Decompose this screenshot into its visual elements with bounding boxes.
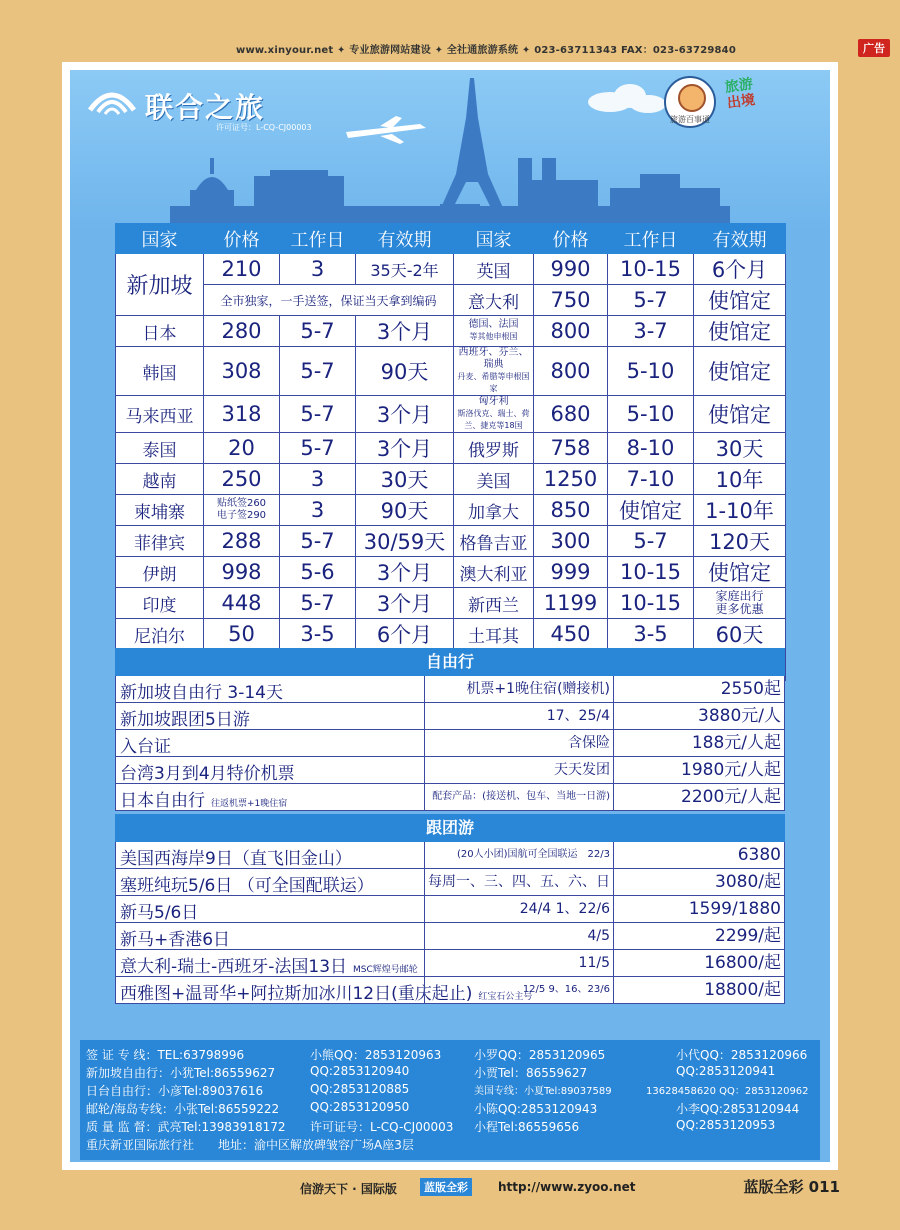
quality-supervision: 质 量 监 督：武亮Tel:13983918172 bbox=[86, 1120, 286, 1134]
list-item bbox=[115, 730, 785, 757]
validity-cell bbox=[694, 588, 786, 619]
tour-name-text: 新马5/6日 bbox=[120, 903, 199, 923]
table-row bbox=[116, 557, 786, 588]
tour-detail: 机票+1晚住宿(赠接机) bbox=[466, 681, 610, 697]
tour-name-text: 塞班纯玩5/6日 （可全国配联运） bbox=[120, 876, 374, 896]
validity-cell: 90天 bbox=[356, 347, 454, 396]
table-row bbox=[116, 526, 786, 557]
price-cell: 250 bbox=[204, 464, 280, 495]
tour-name bbox=[120, 898, 198, 923]
workdays-cell: 3 bbox=[280, 254, 356, 285]
country-cell: 柬埔寨 bbox=[116, 495, 204, 526]
tour-price: 2299/起 bbox=[613, 923, 785, 949]
list-item bbox=[115, 896, 785, 923]
price-cell: 800 bbox=[534, 316, 608, 347]
country-cell: 越南 bbox=[116, 464, 204, 495]
tour-name-text: 新马+香港6日 bbox=[120, 930, 231, 950]
price-cell: 1250 bbox=[534, 464, 608, 495]
badge2-text-a: 旅游 bbox=[723, 76, 754, 96]
tour-price: 6380 bbox=[613, 842, 785, 868]
validity-cell: 使馆定 bbox=[694, 396, 786, 433]
price-evisa: 电子签290 bbox=[216, 510, 267, 521]
country-sub: 丹麦、希腊等申根国家 bbox=[457, 372, 530, 393]
tour-name-text: 台湾3月到4月特价机票 bbox=[120, 764, 295, 784]
table-row bbox=[116, 396, 786, 433]
validity-cell: 10年 bbox=[694, 464, 786, 495]
validity-cell: 3个月 bbox=[356, 316, 454, 347]
tour-name-text: 新加坡自由行 3-14天 bbox=[120, 683, 283, 703]
workdays-cell: 使馆定 bbox=[608, 495, 694, 526]
validity-cell: 30天 bbox=[356, 464, 454, 495]
free-tour-list bbox=[115, 676, 785, 811]
singapore-line: 新加坡自由行：小犹Tel:86559627 bbox=[86, 1066, 276, 1080]
travel-helper-badge bbox=[664, 76, 716, 128]
tour-sub-text: 红宝石公主号 bbox=[478, 992, 533, 1002]
contact-qq: QQ:2853120940 bbox=[310, 1064, 410, 1078]
validity-cell: 30天 bbox=[694, 433, 786, 464]
contact-tel: 小贾Tel：86559627 bbox=[474, 1066, 588, 1080]
price-cell: 758 bbox=[534, 433, 608, 464]
validity-cell: 使馆定 bbox=[694, 347, 786, 396]
price-cell: 850 bbox=[534, 495, 608, 526]
table-row bbox=[116, 433, 786, 464]
footer-tag: 蓝版全彩 bbox=[420, 1178, 472, 1196]
country-cell: 英国 bbox=[454, 254, 534, 285]
validity-cell: 90天 bbox=[356, 495, 454, 526]
validity-cell: 3个月 bbox=[356, 396, 454, 433]
workdays-cell: 7-10 bbox=[608, 464, 694, 495]
free-tour-title: 自由行 bbox=[115, 648, 785, 676]
col-country: 国家 bbox=[116, 224, 204, 254]
country-main: 西班牙、芬兰、瑞典 bbox=[458, 347, 529, 370]
col-validity-2: 有效期 bbox=[694, 224, 786, 254]
price-cell: 280 bbox=[204, 316, 280, 347]
price-cell: 990 bbox=[534, 254, 608, 285]
validity-cell: 使馆定 bbox=[694, 557, 786, 588]
contact-block bbox=[80, 1040, 820, 1160]
workdays-cell: 5-7 bbox=[280, 316, 356, 347]
validity-cell: 3个月 bbox=[356, 433, 454, 464]
tour-name bbox=[120, 759, 295, 784]
validity-cell: 3个月 bbox=[356, 588, 454, 619]
contact-qq: 小罗QQ：2853120965 bbox=[474, 1048, 606, 1062]
list-item bbox=[115, 977, 785, 1004]
price-cell: 448 bbox=[204, 588, 280, 619]
col-workdays-2: 工作日 bbox=[608, 224, 694, 254]
validity-line: 家庭出行 bbox=[715, 589, 764, 603]
price-cell: 308 bbox=[204, 347, 280, 396]
price-cell bbox=[204, 495, 280, 526]
table-row bbox=[116, 619, 786, 650]
col-workdays: 工作日 bbox=[280, 224, 356, 254]
tour-sub-text: MSC辉煌号邮轮 bbox=[353, 965, 418, 975]
page-footer bbox=[0, 1172, 900, 1202]
table-row bbox=[116, 285, 786, 316]
workdays-cell: 5-7 bbox=[280, 396, 356, 433]
tour-price: 2200元/人起 bbox=[613, 784, 785, 810]
country-cell: 美国 bbox=[454, 464, 534, 495]
list-item bbox=[115, 784, 785, 811]
tour-name bbox=[120, 844, 352, 869]
tour-name-text: 美国西海岸9日（直飞旧金山） bbox=[120, 849, 352, 869]
table-row bbox=[116, 347, 786, 396]
price-cell: 300 bbox=[534, 526, 608, 557]
tour-detail: 11/5 bbox=[578, 955, 610, 971]
page-number: 蓝版全彩 011 bbox=[743, 1178, 840, 1196]
tour-price: 2550起 bbox=[613, 676, 785, 702]
country-cell: 印度 bbox=[116, 588, 204, 619]
price-cell: 750 bbox=[534, 285, 608, 316]
country-cell: 土耳其 bbox=[454, 619, 534, 650]
workdays-cell: 3-7 bbox=[608, 316, 694, 347]
list-item bbox=[115, 703, 785, 730]
workdays-cell: 5-7 bbox=[280, 588, 356, 619]
price-cell: 450 bbox=[534, 619, 608, 650]
validity-line: 更多优惠 bbox=[715, 602, 764, 616]
workdays-cell: 5-6 bbox=[280, 557, 356, 588]
price-cell: 998 bbox=[204, 557, 280, 588]
badge1-label: 旅游百事通 bbox=[670, 115, 710, 124]
tour-detail: 17、25/4 bbox=[546, 708, 610, 724]
workdays-cell: 3-5 bbox=[608, 619, 694, 650]
tour-name-text: 日本自由行 bbox=[120, 791, 205, 811]
table-row bbox=[116, 495, 786, 526]
workdays-cell: 5-10 bbox=[608, 396, 694, 433]
paris-skyline-illustration bbox=[170, 78, 730, 224]
top-info-strip bbox=[0, 38, 900, 58]
price-cell: 50 bbox=[204, 619, 280, 650]
country-cell: 加拿大 bbox=[454, 495, 534, 526]
visa-price-table bbox=[115, 223, 786, 681]
contact-qq: QQ:2853120953 bbox=[676, 1118, 776, 1132]
table-row bbox=[116, 588, 786, 619]
cartoon-face-icon bbox=[678, 84, 706, 112]
tour-price: 3080/起 bbox=[613, 869, 785, 895]
contact-tel: 小程Tel:86559656 bbox=[474, 1120, 580, 1134]
contact-qq: 小李QQ:2853120944 bbox=[676, 1102, 800, 1116]
workdays-cell: 8-10 bbox=[608, 433, 694, 464]
group-tour-list bbox=[115, 842, 785, 1004]
country-cell: 韩国 bbox=[116, 347, 204, 396]
country-cell: 菲律宾 bbox=[116, 526, 204, 557]
contact-qq: 小陈QQ:2853120943 bbox=[474, 1102, 598, 1116]
travel-outbound-badge bbox=[724, 76, 756, 112]
validity-cell: 1-10年 bbox=[694, 495, 786, 526]
validity-cell: 60天 bbox=[694, 619, 786, 650]
tour-detail: (20人小团)国航可全国联运 22/3 bbox=[457, 849, 610, 860]
country-cell: 泰国 bbox=[116, 433, 204, 464]
list-item bbox=[115, 923, 785, 950]
price-cell: 800 bbox=[534, 347, 608, 396]
country-cell bbox=[454, 396, 534, 433]
tour-name-text: 新加坡跟团5日游 bbox=[120, 710, 250, 730]
validity-cell: 3个月 bbox=[356, 557, 454, 588]
tour-price: 16800/起 bbox=[613, 950, 785, 976]
brand-logo-icon bbox=[84, 84, 140, 124]
table-row bbox=[116, 316, 786, 347]
country-cell bbox=[454, 347, 534, 396]
workdays-cell: 5-10 bbox=[608, 347, 694, 396]
tour-name bbox=[120, 952, 418, 977]
tour-detail: 12/5 9、16、23/6 bbox=[522, 984, 610, 995]
validity-cell: 120天 bbox=[694, 526, 786, 557]
price-cell: 288 bbox=[204, 526, 280, 557]
list-item bbox=[115, 842, 785, 869]
tour-detail: 天天发团 bbox=[554, 762, 610, 778]
workdays-cell: 10-15 bbox=[608, 557, 694, 588]
tour-detail: 配套产品：(接送机、包车、当地一日游) bbox=[432, 791, 610, 802]
tour-detail: 4/5 bbox=[587, 928, 610, 944]
validity-cell: 使馆定 bbox=[694, 285, 786, 316]
singapore-note: 全市独家，一手送签，保证当天拿到编码 bbox=[204, 285, 454, 316]
contact-qq: QQ:2853120941 bbox=[676, 1064, 776, 1078]
tour-name bbox=[120, 732, 171, 757]
price-cell: 680 bbox=[534, 396, 608, 433]
validity-cell: 35天-2年 bbox=[356, 254, 454, 285]
visa-table-header bbox=[116, 224, 786, 254]
group-tour-title: 跟团游 bbox=[115, 814, 785, 842]
workdays-cell: 3 bbox=[280, 464, 356, 495]
validity-cell: 6个月 bbox=[356, 619, 454, 650]
country-cell: 意大利 bbox=[454, 285, 534, 316]
country-cell: 格鲁吉亚 bbox=[454, 526, 534, 557]
badge2-text-b: 出境 bbox=[726, 92, 757, 112]
tour-name-text: 西雅图+温哥华+阿拉斯加冰川12日(重庆起止) bbox=[120, 984, 473, 1004]
tour-name bbox=[120, 925, 230, 950]
workdays-cell: 10-15 bbox=[608, 588, 694, 619]
tour-name bbox=[120, 786, 287, 811]
country-cell: 日本 bbox=[116, 316, 204, 347]
price-cell: 210 bbox=[204, 254, 280, 285]
country-sub: 斯洛伐克、瑞士、荷兰、捷克等18国 bbox=[457, 409, 530, 430]
tour-sub-text: 往返机票+1晚住宿 bbox=[211, 799, 288, 809]
col-validity: 有效期 bbox=[356, 224, 454, 254]
country-main: 匈牙利 bbox=[478, 396, 509, 407]
tour-name bbox=[120, 705, 250, 730]
list-item bbox=[115, 950, 785, 977]
tour-price: 3880元/人 bbox=[613, 703, 785, 729]
tour-price: 188元/人起 bbox=[613, 730, 785, 756]
workdays-cell: 5-7 bbox=[608, 526, 694, 557]
workdays-cell: 3-5 bbox=[280, 619, 356, 650]
list-item bbox=[115, 676, 785, 703]
tour-price: 1599/1880 bbox=[613, 896, 785, 922]
workdays-cell: 5-7 bbox=[280, 347, 356, 396]
col-price-2: 价格 bbox=[534, 224, 608, 254]
japan-taiwan-line: 日台自由行：小彦Tel:89037616 bbox=[86, 1084, 264, 1098]
country-cell: 新加坡 bbox=[116, 254, 204, 316]
license-number: 许可证号：L-CQ-CJ00003 bbox=[310, 1120, 454, 1134]
workdays-cell: 5-7 bbox=[280, 526, 356, 557]
country-cell bbox=[454, 316, 534, 347]
country-main: 德国、法国 bbox=[468, 319, 519, 330]
validity-cell: 30/59天 bbox=[356, 526, 454, 557]
tour-detail: 24/4 1、22/6 bbox=[519, 901, 610, 917]
country-cell: 伊朗 bbox=[116, 557, 204, 588]
brand-name: 联合之旅 bbox=[145, 91, 266, 124]
price-cell: 1199 bbox=[534, 588, 608, 619]
price-sticker: 贴纸签260 bbox=[216, 498, 267, 509]
contact-qq: 小熊QQ：2853120963 bbox=[310, 1048, 442, 1062]
tour-price: 1980元/人起 bbox=[613, 757, 785, 783]
price-cell: 999 bbox=[534, 557, 608, 588]
country-cell: 澳大利亚 bbox=[454, 557, 534, 588]
agency-address: 重庆新亚国际旅行社 地址：渝中区解放碑皱容广场A座3层 bbox=[86, 1138, 414, 1152]
country-cell: 马来西亚 bbox=[116, 396, 204, 433]
footer-slogan: 信游天下 · 国际版 bbox=[300, 1182, 397, 1196]
contact-qq: 13628458620 QQ：2853120962 bbox=[646, 1086, 809, 1097]
workdays-cell: 5-7 bbox=[280, 433, 356, 464]
footer-url[interactable]: http://www.zyoo.net bbox=[498, 1180, 636, 1194]
brand-license: 许可证号：L-CQ-CJ00003 bbox=[216, 123, 312, 132]
usa-line: 美国专线：小夏Tel:89037589 bbox=[474, 1086, 612, 1097]
contact-qq: QQ:2853120950 bbox=[310, 1100, 410, 1114]
col-country-2: 国家 bbox=[454, 224, 534, 254]
list-item bbox=[115, 757, 785, 784]
workdays-cell: 5-7 bbox=[608, 285, 694, 316]
tour-name-text: 入台证 bbox=[120, 737, 171, 757]
tour-price: 18800/起 bbox=[613, 977, 785, 1003]
contact-qq: 小代QQ：2853120966 bbox=[676, 1048, 808, 1062]
country-cell: 尼泊尔 bbox=[116, 619, 204, 650]
cruise-line: 邮轮/海岛专线：小张Tel:86559222 bbox=[86, 1102, 280, 1116]
tour-detail: 含保险 bbox=[568, 735, 610, 751]
top-info-text: www.xinyour.net ✦ 专业旅游网站建设 ✦ 全社通旅游系统 ✦ 023-63711343 FAX：023-63729840 bbox=[236, 45, 736, 56]
validity-cell: 使馆定 bbox=[694, 316, 786, 347]
table-row bbox=[116, 254, 786, 285]
tour-name bbox=[120, 678, 283, 703]
visa-hotline: 签 证 专 线：TEL:63798996 bbox=[86, 1048, 245, 1062]
validity-cell: 6个月 bbox=[694, 254, 786, 285]
country-sub: 等其他申根国 bbox=[469, 332, 518, 341]
tour-name bbox=[120, 871, 374, 896]
country-cell: 新西兰 bbox=[454, 588, 534, 619]
contact-qq: QQ:2853120885 bbox=[310, 1082, 410, 1096]
table-row bbox=[116, 464, 786, 495]
tour-detail: 每周一、三、四、五、六、日 bbox=[428, 874, 610, 890]
workdays-cell: 10-15 bbox=[608, 254, 694, 285]
price-cell: 318 bbox=[204, 396, 280, 433]
workdays-cell: 3 bbox=[280, 495, 356, 526]
tour-name-text: 意大利-瑞士-西班牙-法国13日 bbox=[120, 957, 348, 977]
price-cell: 20 bbox=[204, 433, 280, 464]
ad-label: 广告 bbox=[858, 39, 890, 57]
country-cell: 俄罗斯 bbox=[454, 433, 534, 464]
list-item bbox=[115, 869, 785, 896]
col-price: 价格 bbox=[204, 224, 280, 254]
